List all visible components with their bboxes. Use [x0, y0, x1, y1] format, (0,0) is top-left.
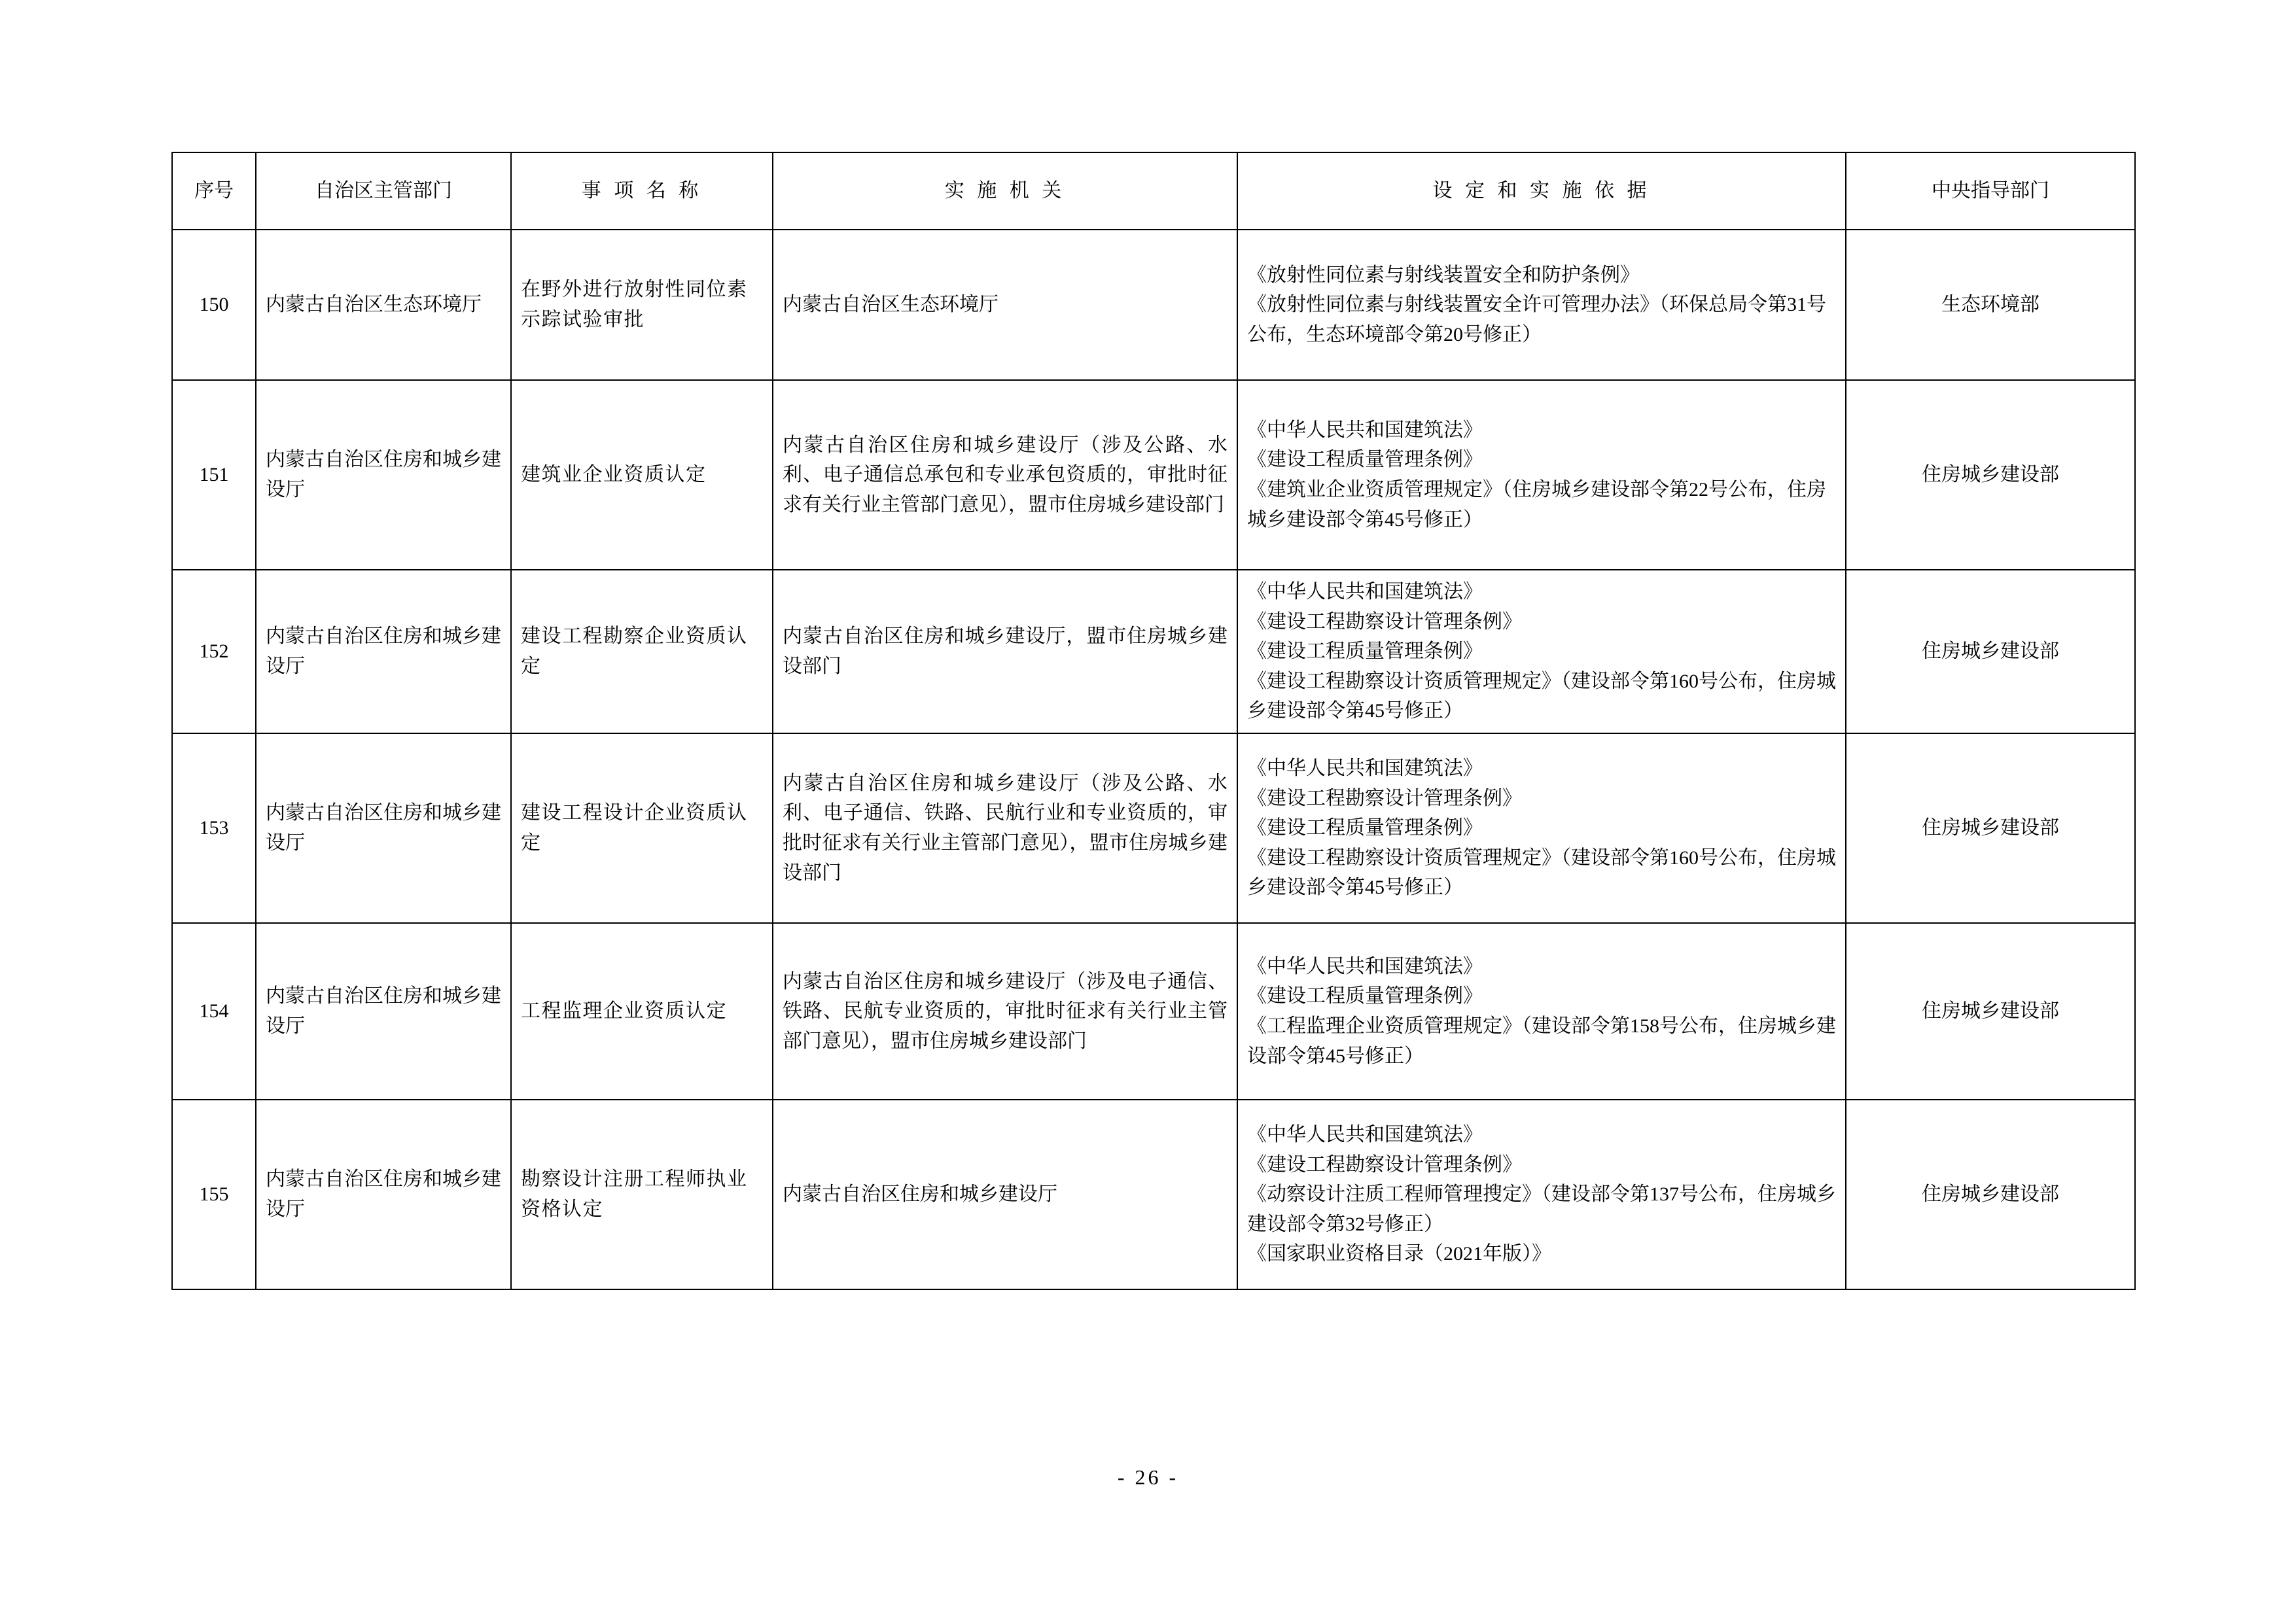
table-header-row: [172, 152, 2135, 230]
row-department: 内蒙古自治区住房和城乡建设厅: [256, 1100, 511, 1289]
row-no: 150: [172, 230, 256, 380]
table-row: [172, 1100, 2135, 1289]
row-no: 154: [172, 923, 256, 1100]
basis-line: 《中华人民共和国建筑法》: [1247, 955, 1483, 977]
basis-line: 《国家职业资格目录（2021年版）》: [1247, 1243, 1551, 1265]
column-header-item-name: 事 项 名 称: [511, 152, 773, 230]
basis-line: 《建设工程勘察设计资质管理规定》（建设部令第160号公布，住房城乡建设部令第45号修正）: [1247, 670, 1836, 722]
row-basis: [1237, 380, 1846, 570]
basis-line: 《中华人民共和国建筑法》: [1247, 581, 1483, 603]
row-item-name: 勘察设计注册工程师执业资格认定: [511, 1100, 773, 1289]
row-item-name: 在野外进行放射性同位素示踪试验审批: [511, 230, 773, 380]
row-department: 内蒙古自治区住房和城乡建设厅: [256, 380, 511, 570]
approval-items-table-wrapper: [171, 152, 2134, 1290]
row-central-department: 住房城乡建设部: [1846, 733, 2135, 923]
row-department: 内蒙古自治区住房和城乡建设厅: [256, 733, 511, 923]
approval-items-table: [171, 152, 2136, 1290]
page-number: - 26 -: [1117, 1465, 1179, 1489]
basis-line: 《动察设计注质工程师管理搜定》（建设部令第137号公布，住房城乡建设部令第32号修正）: [1247, 1183, 1836, 1235]
basis-line: 《中华人民共和国建筑法》: [1247, 419, 1483, 441]
column-header-implementing-organ: 实 施 机 关: [773, 152, 1237, 230]
basis-line: 《建设工程质量管理条例》: [1247, 640, 1483, 663]
basis-line: 《建设工程勘察设计管理条例》: [1247, 787, 1522, 809]
table-row: [172, 733, 2135, 923]
row-basis: [1237, 570, 1846, 733]
row-basis: [1237, 733, 1846, 923]
row-implementing-organ: 内蒙古自治区住房和城乡建设厅（涉及公路、水利、电子通信总承包和专业承包资质的，审批时征求有关行业主管部门意见），盟市住房城乡建设部门: [773, 380, 1237, 570]
row-item-name: 工程监理企业资质认定: [511, 923, 773, 1100]
row-implementing-organ: 内蒙古自治区住房和城乡建设厅（涉及电子通信、铁路、民航专业资质的，审批时征求有关行业主管部门意见），盟市住房城乡建设部门: [773, 923, 1237, 1100]
row-department: 内蒙古自治区生态环境厅: [256, 230, 511, 380]
row-department: 内蒙古自治区住房和城乡建设厅: [256, 923, 511, 1100]
row-no: 155: [172, 1100, 256, 1289]
row-central-department: 住房城乡建设部: [1846, 1100, 2135, 1289]
column-header-central-department: 中央指导部门: [1846, 152, 2135, 230]
basis-line: 《放射性同位素与射线装置安全和防护条例》: [1247, 264, 1640, 286]
table-body: [172, 230, 2135, 1289]
row-no: 153: [172, 733, 256, 923]
table-header: [172, 152, 2135, 230]
basis-line: 《中华人民共和国建筑法》: [1247, 1124, 1483, 1146]
row-central-department: 住房城乡建设部: [1846, 923, 2135, 1100]
row-basis: [1237, 1100, 1846, 1289]
row-no: 151: [172, 380, 256, 570]
row-implementing-organ: 内蒙古自治区住房和城乡建设厅: [773, 1100, 1237, 1289]
table-row: [172, 380, 2135, 570]
basis-line: 《建设工程勘察设计管理条例》: [1247, 610, 1522, 633]
basis-line: 《工程监理企业资质管理规定》（建设部令第158号公布，住房城乡建设部令第45号修正）: [1247, 1015, 1836, 1067]
row-implementing-organ: 内蒙古自治区生态环境厅: [773, 230, 1237, 380]
column-header-basis: 设 定 和 实 施 依 据: [1237, 152, 1846, 230]
basis-line: 《放射性同位素与射线装置安全许可管理办法》（环保总局令第31号公布，生态环境部令第20号修正）: [1247, 294, 1826, 345]
table-row: [172, 230, 2135, 380]
basis-line: 《建设工程勘察设计管理条例》: [1247, 1153, 1522, 1176]
basis-line: 《建设工程质量管理条例》: [1247, 449, 1483, 471]
row-basis: [1237, 230, 1846, 380]
row-central-department: 生态环境部: [1846, 230, 2135, 380]
row-central-department: 住房城乡建设部: [1846, 380, 2135, 570]
column-header-department: 自治区主管部门: [256, 152, 511, 230]
row-no: 152: [172, 570, 256, 733]
row-item-name: 建筑业企业资质认定: [511, 380, 773, 570]
row-basis: [1237, 923, 1846, 1100]
basis-line: 《中华人民共和国建筑法》: [1247, 758, 1483, 780]
row-item-name: 建设工程勘察企业资质认定: [511, 570, 773, 733]
row-department: 内蒙古自治区住房和城乡建设厅: [256, 570, 511, 733]
table-row: [172, 570, 2135, 733]
row-implementing-organ: 内蒙古自治区住房和城乡建设厅，盟市住房城乡建设部门: [773, 570, 1237, 733]
basis-line: 《建设工程质量管理条例》: [1247, 985, 1483, 1007]
table-row: [172, 923, 2135, 1100]
basis-line: 《建设工程勘察设计资质管理规定》（建设部令第160号公布，住房城乡建设部令第45号修正）: [1247, 846, 1836, 899]
row-item-name: 建设工程设计企业资质认定: [511, 733, 773, 923]
row-central-department: 住房城乡建设部: [1846, 570, 2135, 733]
basis-line: 《建设工程质量管理条例》: [1247, 817, 1483, 839]
row-implementing-organ: 内蒙古自治区住房和城乡建设厅（涉及公路、水利、电子通信、铁路、民航行业和专业资质的，审批时征求有关行业主管部门意见），盟市住房城乡建设部门: [773, 733, 1237, 923]
column-header-no: 序号: [172, 152, 256, 230]
basis-line: 《建筑业企业资质管理规定》（住房城乡建设部令第22号公布，住房城乡建设部令第45号修正）: [1247, 479, 1826, 531]
